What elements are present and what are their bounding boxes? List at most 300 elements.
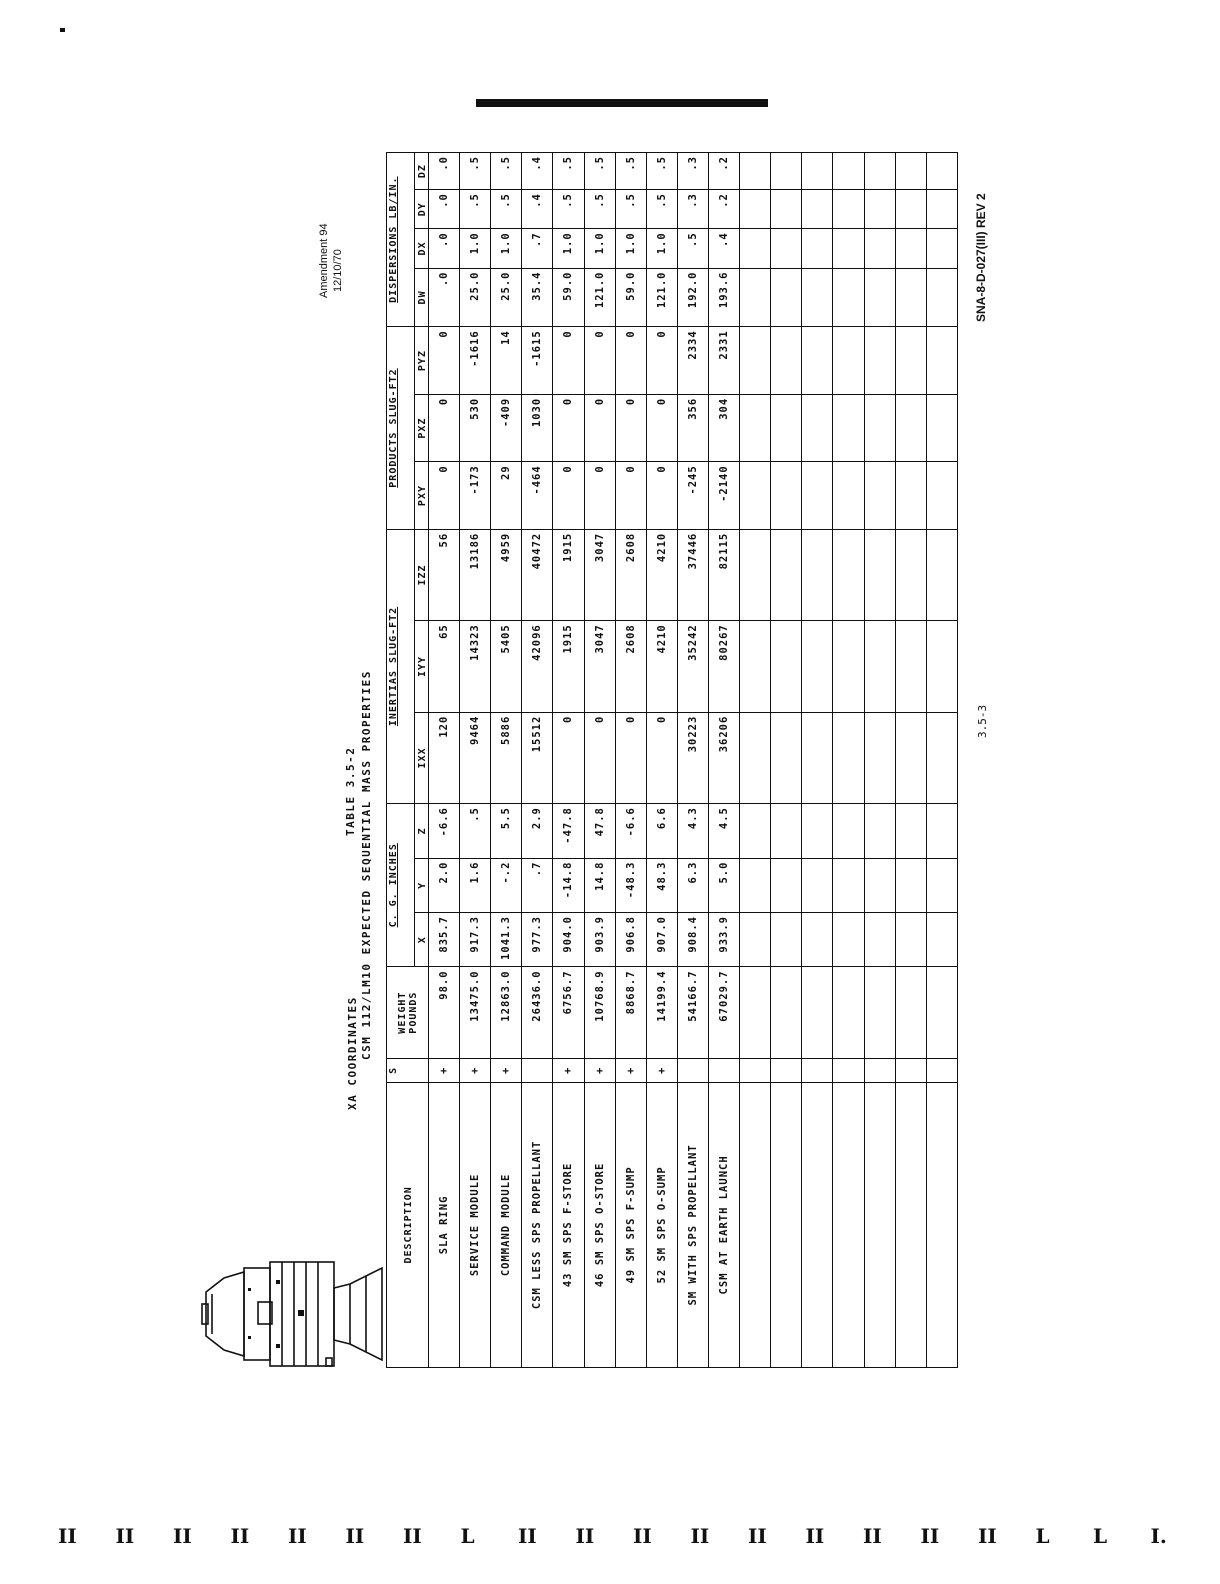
cell-iyy: 80267 bbox=[708, 621, 739, 712]
scan-mark: II bbox=[633, 1524, 652, 1548]
cell-s bbox=[802, 1058, 833, 1082]
cell-pxz: 0 bbox=[615, 394, 646, 461]
cell-ixx: 0 bbox=[615, 712, 646, 803]
cell-pxz: 0 bbox=[553, 394, 584, 461]
cell-iyy: 3047 bbox=[584, 621, 615, 712]
cell-desc: SM WITH SPS PROPELLANT bbox=[677, 1082, 708, 1367]
cell-weight bbox=[771, 967, 802, 1058]
cell-y bbox=[926, 858, 957, 912]
cell-desc: 43 SM SPS F-STORE bbox=[553, 1082, 584, 1367]
cell-pyz bbox=[740, 327, 771, 395]
table-row bbox=[584, 153, 615, 1368]
cell-z: 5.5 bbox=[491, 804, 522, 858]
cell-z: -47.8 bbox=[553, 804, 584, 858]
cell-dy: .3 bbox=[677, 190, 708, 229]
table-row bbox=[553, 153, 584, 1368]
cell-iyy: 42096 bbox=[522, 621, 553, 712]
cell-pxz: 356 bbox=[677, 394, 708, 461]
table-row bbox=[708, 153, 739, 1368]
cell-dw bbox=[740, 268, 771, 327]
cell-y: 5.0 bbox=[708, 858, 739, 912]
cell-izz: 56 bbox=[429, 529, 460, 620]
cell-weight: 6756.7 bbox=[553, 967, 584, 1058]
cell-desc bbox=[802, 1082, 833, 1367]
cell-pxz: 0 bbox=[646, 394, 677, 461]
cell-ixx: 5886 bbox=[491, 712, 522, 803]
cell-dw: 193.6 bbox=[708, 268, 739, 327]
coordinates-label: XA COORDINATES bbox=[346, 996, 359, 1110]
header-weight bbox=[387, 967, 429, 1058]
cell-pxy bbox=[895, 462, 926, 529]
cell-pxy: 29 bbox=[491, 462, 522, 529]
cell-y: .7 bbox=[522, 858, 553, 912]
cell-dx: 1.0 bbox=[491, 229, 522, 268]
cell-pxz bbox=[833, 394, 864, 461]
cell-z: 6.6 bbox=[646, 804, 677, 858]
cell-y: 14.8 bbox=[584, 858, 615, 912]
cell-iyy bbox=[895, 621, 926, 712]
cell-iyy bbox=[864, 621, 895, 712]
cell-dz bbox=[864, 153, 895, 190]
cell-dz: .4 bbox=[522, 153, 553, 190]
cell-x: 907.0 bbox=[646, 913, 677, 967]
cell-dz: .5 bbox=[615, 153, 646, 190]
cell-dw: 192.0 bbox=[677, 268, 708, 327]
cell-x: 906.8 bbox=[615, 913, 646, 967]
cell-weight bbox=[895, 967, 926, 1058]
cell-ixx: 15512 bbox=[522, 712, 553, 803]
cell-s: + bbox=[615, 1058, 646, 1082]
cell-iyy bbox=[833, 621, 864, 712]
header-dx: DX bbox=[415, 229, 429, 268]
cell-pxy bbox=[740, 462, 771, 529]
cell-desc: COMMAND MODULE bbox=[491, 1082, 522, 1367]
cell-s bbox=[895, 1058, 926, 1082]
scan-mark: II bbox=[115, 1524, 135, 1548]
cell-s: + bbox=[491, 1058, 522, 1082]
redaction-bar bbox=[476, 99, 768, 107]
cell-pyz: 0 bbox=[584, 327, 615, 395]
cell-pyz: 0 bbox=[646, 327, 677, 395]
header-products-group bbox=[387, 327, 415, 529]
scan-mark: L bbox=[1093, 1524, 1108, 1548]
header-pyz: PYZ bbox=[415, 327, 429, 395]
header-pxy: PXY bbox=[415, 462, 429, 529]
cell-weight: 12863.0 bbox=[491, 967, 522, 1058]
cell-pxz bbox=[802, 394, 833, 461]
cell-s bbox=[522, 1058, 553, 1082]
cell-izz: 3047 bbox=[584, 529, 615, 620]
cell-desc: CSM LESS SPS PROPELLANT bbox=[522, 1082, 553, 1367]
cell-weight bbox=[802, 967, 833, 1058]
cell-pxz: 0 bbox=[429, 394, 460, 461]
scan-mark: II bbox=[288, 1524, 307, 1548]
cell-dz: .5 bbox=[646, 153, 677, 190]
cell-dx bbox=[833, 229, 864, 268]
cell-weight bbox=[926, 967, 957, 1058]
header-cg-group bbox=[387, 804, 415, 967]
cell-s: + bbox=[646, 1058, 677, 1082]
cell-z: 2.9 bbox=[522, 804, 553, 858]
cell-pxy: 0 bbox=[584, 462, 615, 529]
cell-dy: .0 bbox=[429, 190, 460, 229]
cell-pxz bbox=[895, 394, 926, 461]
cell-pyz: 14 bbox=[491, 327, 522, 395]
cell-izz bbox=[926, 529, 957, 620]
cell-ixx: 9464 bbox=[460, 712, 491, 803]
cell-dw: 121.0 bbox=[584, 268, 615, 327]
cell-weight: 54166.7 bbox=[677, 967, 708, 1058]
cell-ixx: 0 bbox=[584, 712, 615, 803]
cell-dz bbox=[802, 153, 833, 190]
table-row bbox=[740, 153, 771, 1368]
scan-mark: II bbox=[805, 1524, 825, 1548]
cell-y: 6.3 bbox=[677, 858, 708, 912]
cell-pxz bbox=[926, 394, 957, 461]
cell-dy bbox=[833, 190, 864, 229]
cell-pyz bbox=[802, 327, 833, 395]
cell-desc bbox=[895, 1082, 926, 1367]
cell-izz: 4959 bbox=[491, 529, 522, 620]
header-cg-label: C. G. INCHES bbox=[388, 843, 399, 928]
cell-z bbox=[864, 804, 895, 858]
cell-dx: 1.0 bbox=[615, 229, 646, 268]
cell-desc bbox=[771, 1082, 802, 1367]
scan-mark: II bbox=[863, 1524, 882, 1548]
table-row bbox=[429, 153, 460, 1368]
header-description: DESCRIPTION bbox=[387, 1082, 429, 1367]
cell-pxz: 0 bbox=[584, 394, 615, 461]
cell-dx bbox=[926, 229, 957, 268]
page-number: 3.5-3 bbox=[976, 704, 989, 738]
cell-pxy bbox=[771, 462, 802, 529]
cell-dy bbox=[926, 190, 957, 229]
cell-weight: 26436.0 bbox=[522, 967, 553, 1058]
cell-x bbox=[740, 913, 771, 967]
header-pounds-label: POUNDS bbox=[408, 991, 419, 1034]
table-row bbox=[646, 153, 677, 1368]
scan-mark: II bbox=[403, 1524, 422, 1548]
cell-iyy bbox=[926, 621, 957, 712]
document-id: SNA-8-D-027(III) REV 2 bbox=[974, 193, 988, 322]
cell-y: -14.8 bbox=[553, 858, 584, 912]
cell-dw bbox=[833, 268, 864, 327]
cell-dx: .5 bbox=[677, 229, 708, 268]
cell-x bbox=[833, 913, 864, 967]
cell-weight: 67029.7 bbox=[708, 967, 739, 1058]
cell-desc bbox=[740, 1082, 771, 1367]
cell-dy: .2 bbox=[708, 190, 739, 229]
cell-ixx bbox=[833, 712, 864, 803]
footer-scan-marks bbox=[58, 1524, 1167, 1548]
cell-ixx: 30223 bbox=[677, 712, 708, 803]
cell-dz bbox=[833, 153, 864, 190]
cell-y bbox=[740, 858, 771, 912]
cell-ixx: 120 bbox=[429, 712, 460, 803]
cell-pyz: 0 bbox=[615, 327, 646, 395]
header-dy: DY bbox=[415, 190, 429, 229]
cell-pxz: 1030 bbox=[522, 394, 553, 461]
cell-dz: .5 bbox=[584, 153, 615, 190]
cell-dz: .3 bbox=[677, 153, 708, 190]
cell-iyy bbox=[771, 621, 802, 712]
cell-dy: .5 bbox=[646, 190, 677, 229]
cell-dx bbox=[895, 229, 926, 268]
cell-x bbox=[771, 913, 802, 967]
table-row bbox=[926, 153, 957, 1368]
cell-s bbox=[926, 1058, 957, 1082]
cell-ixx: 36206 bbox=[708, 712, 739, 803]
scan-mark: II bbox=[230, 1524, 250, 1548]
cell-pyz bbox=[864, 327, 895, 395]
cell-pyz: -1615 bbox=[522, 327, 553, 395]
cell-s bbox=[864, 1058, 895, 1082]
cell-pyz bbox=[926, 327, 957, 395]
header-inertias-label: INERTIAS SLUG-FT2 bbox=[388, 606, 399, 727]
cell-y: -48.3 bbox=[615, 858, 646, 912]
cell-z bbox=[926, 804, 957, 858]
table-row bbox=[615, 153, 646, 1368]
cell-z bbox=[771, 804, 802, 858]
cell-dz bbox=[740, 153, 771, 190]
cell-x bbox=[864, 913, 895, 967]
cell-desc bbox=[864, 1082, 895, 1367]
scan-mark: II bbox=[58, 1524, 77, 1548]
cell-izz: 13186 bbox=[460, 529, 491, 620]
table-row bbox=[460, 153, 491, 1368]
cell-y bbox=[833, 858, 864, 912]
cell-dz bbox=[926, 153, 957, 190]
cell-s: + bbox=[429, 1058, 460, 1082]
cell-dw: 25.0 bbox=[491, 268, 522, 327]
header-dw: DW bbox=[415, 268, 429, 327]
header-ixx: IXX bbox=[415, 712, 429, 803]
cell-weight: 98.0 bbox=[429, 967, 460, 1058]
cell-s: + bbox=[553, 1058, 584, 1082]
table-row bbox=[833, 153, 864, 1368]
header-x: X bbox=[415, 913, 429, 967]
cell-dy bbox=[895, 190, 926, 229]
cell-dx bbox=[740, 229, 771, 268]
cell-x: 933.9 bbox=[708, 913, 739, 967]
cell-dw: 59.0 bbox=[553, 268, 584, 327]
cell-dx: .7 bbox=[522, 229, 553, 268]
amendment-label: Amendment 94 bbox=[318, 223, 330, 298]
table-row bbox=[802, 153, 833, 1368]
cell-z: 4.5 bbox=[708, 804, 739, 858]
cell-pxy bbox=[802, 462, 833, 529]
scan-mark: I. bbox=[1150, 1524, 1167, 1548]
cell-dw bbox=[802, 268, 833, 327]
table-label: TABLE 3.5-2 bbox=[344, 746, 357, 836]
scan-mark: II bbox=[920, 1524, 940, 1548]
header-s: S bbox=[387, 1058, 429, 1082]
header-products-label: PRODUCTS SLUG-FT2 bbox=[388, 368, 399, 488]
cell-dw: 35.4 bbox=[522, 268, 553, 327]
cell-y: -.2 bbox=[491, 858, 522, 912]
cell-s: + bbox=[460, 1058, 491, 1082]
cell-iyy: 5405 bbox=[491, 621, 522, 712]
cell-izz bbox=[833, 529, 864, 620]
cell-izz bbox=[802, 529, 833, 620]
header-z: Z bbox=[415, 804, 429, 858]
cell-ixx bbox=[740, 712, 771, 803]
cell-izz: 2608 bbox=[615, 529, 646, 620]
cell-pyz bbox=[895, 327, 926, 395]
cell-pyz bbox=[833, 327, 864, 395]
header-izz: IZZ bbox=[415, 529, 429, 620]
cell-s bbox=[708, 1058, 739, 1082]
cell-dz bbox=[771, 153, 802, 190]
cell-pxy: 0 bbox=[553, 462, 584, 529]
cell-dy: .4 bbox=[522, 190, 553, 229]
cell-pxy: 0 bbox=[646, 462, 677, 529]
cell-izz bbox=[864, 529, 895, 620]
cell-pxy bbox=[864, 462, 895, 529]
cell-s bbox=[833, 1058, 864, 1082]
scan-mark: II bbox=[690, 1524, 710, 1548]
cell-ixx bbox=[771, 712, 802, 803]
cell-izz: 37446 bbox=[677, 529, 708, 620]
cell-dw bbox=[926, 268, 957, 327]
cell-dy bbox=[864, 190, 895, 229]
cell-dy: .5 bbox=[553, 190, 584, 229]
cell-dw: .0 bbox=[429, 268, 460, 327]
cell-dw: 25.0 bbox=[460, 268, 491, 327]
table-title: CSM 112/LM10 EXPECTED SEQUENTIAL MASS PROPERTIES bbox=[360, 670, 373, 1060]
cell-pxz: 530 bbox=[460, 394, 491, 461]
cell-pxy: -2140 bbox=[708, 462, 739, 529]
cell-iyy: 35242 bbox=[677, 621, 708, 712]
cell-x: 835.7 bbox=[429, 913, 460, 967]
scan-mark: L bbox=[460, 1524, 475, 1548]
cell-y bbox=[864, 858, 895, 912]
scan-mark: II bbox=[173, 1524, 192, 1548]
scan-mark: L bbox=[1035, 1524, 1050, 1548]
cell-y bbox=[771, 858, 802, 912]
table-row bbox=[895, 153, 926, 1368]
cell-s bbox=[771, 1058, 802, 1082]
cell-izz bbox=[740, 529, 771, 620]
cell-iyy: 1915 bbox=[553, 621, 584, 712]
header-pxz: PXZ bbox=[415, 394, 429, 461]
cell-desc bbox=[833, 1082, 864, 1367]
cell-weight: 10768.9 bbox=[584, 967, 615, 1058]
cell-dx: .4 bbox=[708, 229, 739, 268]
cell-z: 47.8 bbox=[584, 804, 615, 858]
cell-pxz: -409 bbox=[491, 394, 522, 461]
cell-x: 917.3 bbox=[460, 913, 491, 967]
cell-izz: 4210 bbox=[646, 529, 677, 620]
cell-z bbox=[833, 804, 864, 858]
cell-dy bbox=[802, 190, 833, 229]
cell-dy: .5 bbox=[460, 190, 491, 229]
table-row bbox=[677, 153, 708, 1368]
cell-weight: 13475.0 bbox=[460, 967, 491, 1058]
cell-iyy: 4210 bbox=[646, 621, 677, 712]
cell-pxy: 0 bbox=[615, 462, 646, 529]
cell-dz: .5 bbox=[553, 153, 584, 190]
cell-weight bbox=[833, 967, 864, 1058]
cell-dx: 1.0 bbox=[584, 229, 615, 268]
cell-iyy bbox=[740, 621, 771, 712]
table-row bbox=[491, 153, 522, 1368]
cell-dy bbox=[771, 190, 802, 229]
cell-z: -6.6 bbox=[429, 804, 460, 858]
cell-izz bbox=[895, 529, 926, 620]
cell-dz bbox=[895, 153, 926, 190]
cell-pyz: -1616 bbox=[460, 327, 491, 395]
cell-x: 903.9 bbox=[584, 913, 615, 967]
cell-dz: .0 bbox=[429, 153, 460, 190]
cell-pyz bbox=[771, 327, 802, 395]
cell-izz: 1915 bbox=[553, 529, 584, 620]
cell-x: 977.3 bbox=[522, 913, 553, 967]
cell-ixx bbox=[802, 712, 833, 803]
table-row bbox=[864, 153, 895, 1368]
cell-z bbox=[802, 804, 833, 858]
cell-desc: CSM AT EARTH LAUNCH bbox=[708, 1082, 739, 1367]
cell-pxz bbox=[864, 394, 895, 461]
cell-iyy: 65 bbox=[429, 621, 460, 712]
cell-iyy: 14323 bbox=[460, 621, 491, 712]
cell-pxz: 304 bbox=[708, 394, 739, 461]
header-dispersions-label: DISPERSIONS LB/IN. bbox=[388, 176, 399, 303]
cell-ixx bbox=[895, 712, 926, 803]
cell-desc: 49 SM SPS F-SUMP bbox=[615, 1082, 646, 1367]
cell-pxy: -464 bbox=[522, 462, 553, 529]
cell-x bbox=[802, 913, 833, 967]
cell-desc: 52 SM SPS O-SUMP bbox=[646, 1082, 677, 1367]
mass-properties-table bbox=[386, 152, 958, 1368]
cell-dy: .5 bbox=[615, 190, 646, 229]
cell-ixx: 0 bbox=[646, 712, 677, 803]
header-dz: DZ bbox=[415, 153, 429, 190]
cell-dw bbox=[895, 268, 926, 327]
corner-mark bbox=[60, 28, 65, 32]
cell-weight: 14199.4 bbox=[646, 967, 677, 1058]
cell-x: 1041.3 bbox=[491, 913, 522, 967]
cell-izz: 40472 bbox=[522, 529, 553, 620]
cell-pyz: 2331 bbox=[708, 327, 739, 395]
cell-dw bbox=[864, 268, 895, 327]
table-row bbox=[771, 153, 802, 1368]
cell-pxy: 0 bbox=[429, 462, 460, 529]
cell-dz: .2 bbox=[708, 153, 739, 190]
cell-ixx bbox=[864, 712, 895, 803]
csm-spacecraft-drawing bbox=[198, 1258, 384, 1370]
header-y: Y bbox=[415, 858, 429, 912]
cell-z: .5 bbox=[460, 804, 491, 858]
cell-dy bbox=[740, 190, 771, 229]
cell-dw bbox=[771, 268, 802, 327]
header-inertias-group bbox=[387, 529, 415, 803]
cell-dx: 1.0 bbox=[553, 229, 584, 268]
cell-dy: .5 bbox=[584, 190, 615, 229]
cell-z: -6.6 bbox=[615, 804, 646, 858]
cell-ixx bbox=[926, 712, 957, 803]
cell-s bbox=[677, 1058, 708, 1082]
header-dispersions-group bbox=[387, 153, 415, 327]
cell-desc: 46 SM SPS O-STORE bbox=[584, 1082, 615, 1367]
cell-desc bbox=[926, 1082, 957, 1367]
cell-dz: .5 bbox=[460, 153, 491, 190]
amendment-date: 12/10/70 bbox=[332, 249, 344, 292]
cell-y bbox=[802, 858, 833, 912]
cell-iyy: 2608 bbox=[615, 621, 646, 712]
cell-y bbox=[895, 858, 926, 912]
cell-s bbox=[740, 1058, 771, 1082]
